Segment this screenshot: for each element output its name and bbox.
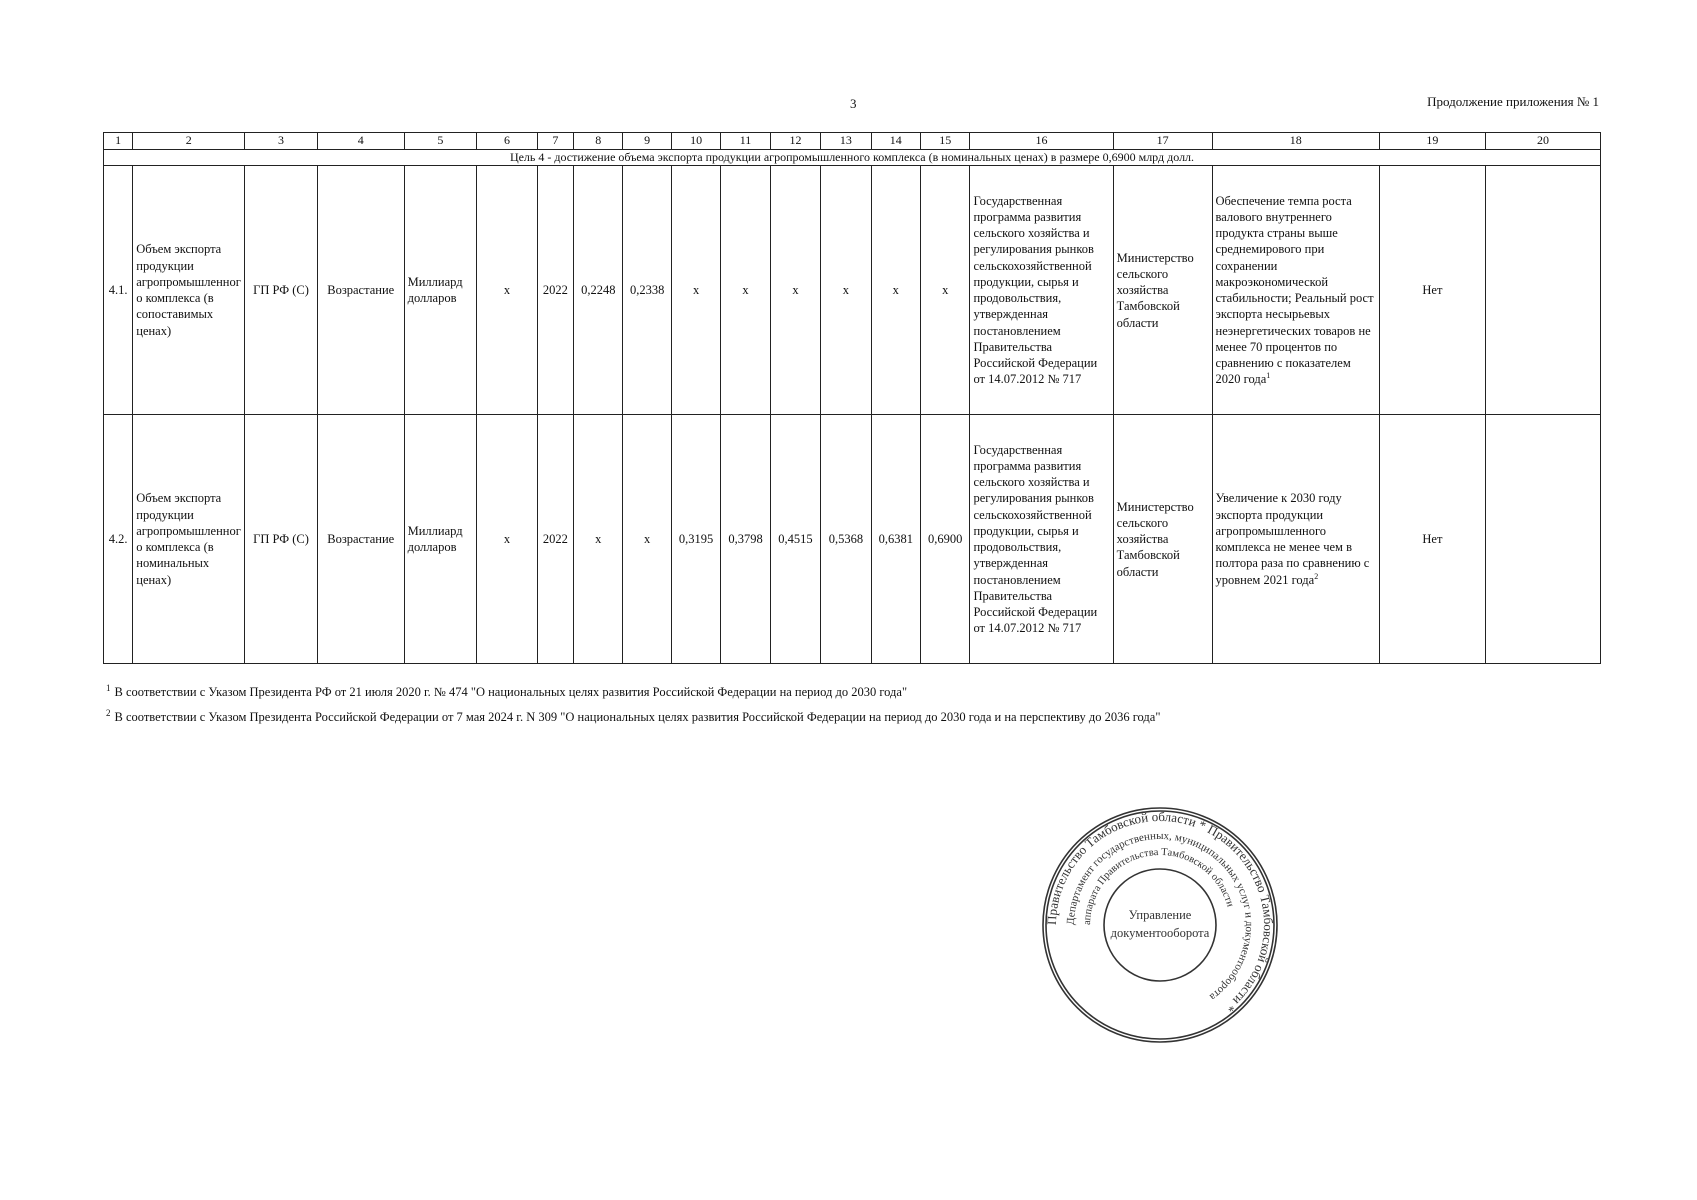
responsible-cell: Министерство сельского хозяйства Тамбовской области — [1113, 166, 1212, 415]
description-cell — [1212, 166, 1379, 415]
source-cell: ГП РФ (С) — [245, 166, 318, 415]
colnum: 16 — [970, 133, 1113, 150]
indicators-table — [103, 132, 1601, 664]
indicator-name: Объем экспорта продукции агропромышленного комплекса (в номинальных ценах) — [133, 415, 245, 664]
colnum: 13 — [821, 133, 871, 150]
colnum: 2 — [133, 133, 245, 150]
value-cell: 0,4515 — [770, 415, 820, 664]
page-number: 3 — [850, 96, 857, 111]
colnum: 17 — [1113, 133, 1212, 150]
colnum: 8 — [574, 133, 623, 150]
footnotes — [106, 682, 1160, 733]
colnum: 12 — [770, 133, 820, 150]
colnum: 19 — [1379, 133, 1485, 150]
program-cell: Государственная программа развития сельского хозяйства и регулирования рынков сельскохозяйственной продукции, сырья и продовольствия, утвержденная постановлением Правительства Российской Федерации от 14.07.2012 № 717 — [970, 166, 1113, 415]
value-cell: x — [921, 166, 970, 415]
goal-row — [104, 149, 1601, 166]
stamp-center-line2: документооборота — [1110, 926, 1210, 940]
footnote-text: В соответствии с Указом Президента РФ от 21 июля 2020 г. № 474 "О национальных целях развития Российской Федерации на период до 2030 года" — [114, 685, 908, 700]
stamp-middle-text: Департамент государственных, муниципальных услуг и документооборота — [1064, 829, 1256, 1003]
value-cell: x — [623, 415, 671, 664]
colnum: 9 — [623, 133, 671, 150]
value-cell: x — [721, 166, 770, 415]
indicator-name: Объем экспорта продукции агропромышленного комплекса (в сопоставимых ценах) — [133, 166, 245, 415]
value-cell: x — [821, 166, 871, 415]
continuation-label: Продолжение приложения № 1 — [1427, 94, 1599, 109]
colnum: 6 — [477, 133, 538, 150]
row-number: 4.2. — [104, 415, 133, 664]
value-cell: x — [574, 415, 623, 664]
row-number: 4.1. — [104, 166, 133, 415]
footnote-mark: 1 — [106, 683, 111, 693]
colnum: 11 — [721, 133, 770, 150]
value-cell: 0,6381 — [871, 415, 920, 664]
value-cell: x — [477, 166, 538, 415]
footnote-text: В соответствии с Указом Президента Российской Федерации от 7 мая 2024 г. N 309 "О национальных целях развития Российской Федерации на период до 2030 года и на перспективу до 2036 года" — [114, 710, 1161, 725]
empty-cell — [1485, 415, 1600, 664]
footnote — [106, 682, 1160, 701]
value-cell: 0,5368 — [821, 415, 871, 664]
footnote-mark: 2 — [106, 708, 111, 719]
footnote-ref: 2 — [1314, 571, 1319, 581]
description-cell — [1212, 415, 1379, 664]
colnum: 10 — [671, 133, 720, 150]
stamp-center-ring — [1104, 869, 1216, 981]
program-cell: Государственная программа развития сельского хозяйства и регулирования рынков сельскохозяйственной продукции, сырья и продовольствия, утвержденная постановлением Правительства Российской Федерации от 14.07.2012 № 717 — [970, 415, 1113, 664]
footnote — [106, 707, 1160, 726]
footnote-ref: 1 — [1266, 371, 1271, 381]
value-cell: 0,3798 — [721, 415, 770, 664]
table-row — [104, 415, 1601, 664]
flag-cell: Нет — [1379, 415, 1485, 664]
responsible-cell: Министерство сельского хозяйства Тамбовской области — [1113, 415, 1212, 664]
description-text: Увеличение к 2030 году экспорта продукции агропромышленного комплекса не менее чем в полтора раза по сравнению с уровнем 2021 года — [1215, 491, 1370, 587]
official-stamp — [1040, 805, 1280, 1045]
description-text: Обеспечение темпа роста валового внутреннего продукта страны выше среднемирового при сохранении макроэкономической стабильности; Реальный рост экспорта несырьевых неэнергетических товаров не менее 70 процентов по сравнению с показателем 2020 года — [1215, 193, 1374, 387]
trend-cell: Возрастание — [317, 415, 404, 664]
colnum: 14 — [871, 133, 920, 150]
source-cell: ГП РФ (С) — [245, 415, 318, 664]
table-row — [104, 166, 1601, 415]
value-cell: 0,6900 — [921, 415, 970, 664]
base-year-cell: 2022 — [537, 166, 573, 415]
value-cell: 0,2338 — [623, 166, 671, 415]
colnum: 1 — [104, 133, 133, 150]
colnum: 15 — [921, 133, 970, 150]
colnum: 4 — [317, 133, 404, 150]
unit-cell: Миллиард долларов — [404, 415, 477, 664]
colnum: 3 — [245, 133, 318, 150]
trend-cell: Возрастание — [317, 166, 404, 415]
column-number-row — [104, 133, 1601, 150]
value-cell: x — [770, 166, 820, 415]
colnum: 20 — [1485, 133, 1600, 150]
stamp-center-line1: Управление — [1128, 908, 1192, 922]
value-cell: x — [871, 166, 920, 415]
empty-cell — [1485, 166, 1600, 415]
value-cell: x — [477, 415, 538, 664]
colnum: 18 — [1212, 133, 1379, 150]
goal-text: Цель 4 - достижение объема экспорта продукции агропромышленного комплекса (в номинальных ценах) в размере 0,6900 млрд долл. — [104, 149, 1601, 166]
flag-cell: Нет — [1379, 166, 1485, 415]
base-year-cell: 2022 — [537, 415, 573, 664]
colnum: 5 — [404, 133, 477, 150]
stamp-outer-text: Правительство Тамбовской области * Правительство Тамбовской области * — [1043, 808, 1277, 1016]
colnum: 7 — [537, 133, 573, 150]
unit-cell: Миллиард долларов — [404, 166, 477, 415]
value-cell: x — [671, 166, 720, 415]
value-cell: 0,2248 — [574, 166, 623, 415]
value-cell: 0,3195 — [671, 415, 720, 664]
stamp-inner-text: аппарата Правительства Тамбовской области — [1081, 846, 1236, 926]
